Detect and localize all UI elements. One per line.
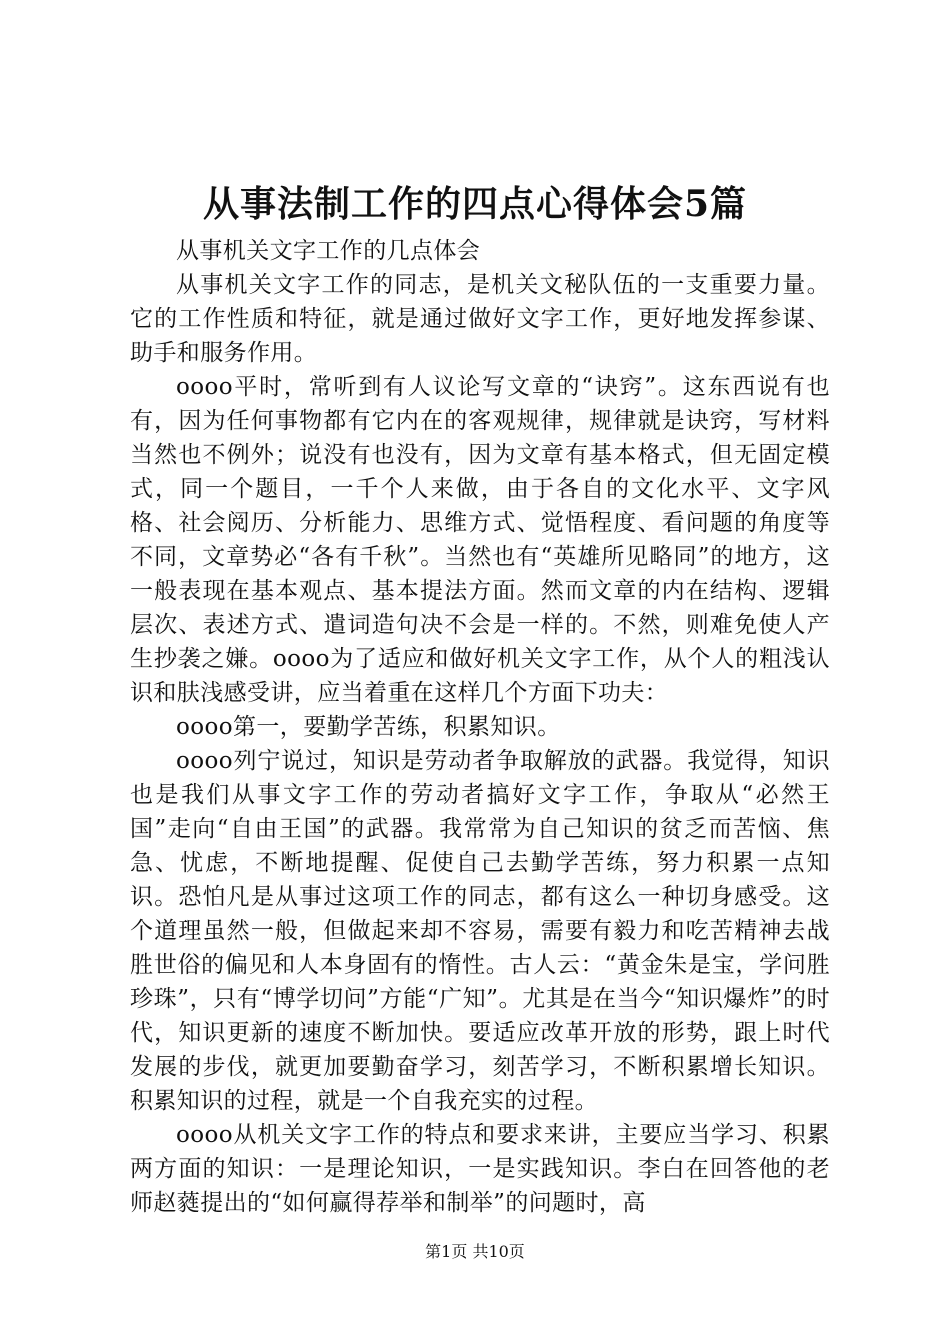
paragraph: oooo列宁说过，知识是劳动者争取解放的武器。我觉得，知识也是我们从事文字工作的劳动者搞好文字工作，争取从“必然王国”走向“自由王国”的武器。我常常为自己知识的贫乏而苦恼、焦急、忧虑，不断地提醒、促使自己去勤学苦练，努力积累一点知识。恐怕凡是从事过这项工作的同志，都有这么一种切身感受。这个道理虽然一般，但做起来却不容易，需要有毅力和吃苦精神去战胜世俗的偏见和人本身固有的惰性。古人云：“黄金朱是宝，学问胜珍珠”，只有“博学切问”方能“广知”。尤其是在当今“知识爆炸”的时代，知识更新的速度不断加快。要适应改革开放的形势，跟上时代发展的步伐，就更加要勤奋学习，刻苦学习，不断积累增长知识。积累知识的过程，就是一个自我充实的过程。: [130, 748, 830, 1114]
page-footer: 第1页 共10页: [425, 1242, 525, 1261]
document-body: [130, 234, 830, 1220]
paragraph-subtitle: 从事机关文字工作的几点体会: [176, 238, 481, 264]
document-title: 从事法制工作的四点心得体会5篇: [202, 183, 748, 225]
paragraph: oooo从机关文字工作的特点和要求来讲，主要应当学习、积累两方面的知识：一是理论知识，一是实践知识。李白在回答他的老师赵蕤提出的“如何赢得荐举和制举”的问题时，高: [130, 1122, 830, 1216]
paragraph-heading: oooo第一，要勤学苦练，积累知识。: [176, 714, 561, 740]
paragraph: oooo平时，常听到有人议论写文章的“诀窍”。这东西说有也有，因为任何事物都有它内在的客观规律，规律就是诀窍，写材料当然也不例外；说没有也没有，因为文章有基本格式，但无固定模式，同一个题目，一千个人来做，由于各自的文化水平、文字风格、社会阅历、分析能力、思维方式、觉悟程度、看问题的角度等不同，文章势必“各有千秋”。当然也有“英雄所见略同”的地方，这一般表现在基本观点、基本提法方面。然而文章的内在结构、逻辑层次、表述方式、遣词造句决不会是一样的。不然，则难免使人产生抄袭之嫌。oooo为了适应和做好机关文字工作，从个人的粗浅认识和肤浅感受讲，应当着重在这样几个方面下功夫：: [130, 374, 830, 706]
paragraph: 从事机关文字工作的同志，是机关文秘队伍的一支重要力量。它的工作性质和特征，就是通过做好文字工作，更好地发挥参谋、助手和服务作用。: [130, 272, 830, 366]
